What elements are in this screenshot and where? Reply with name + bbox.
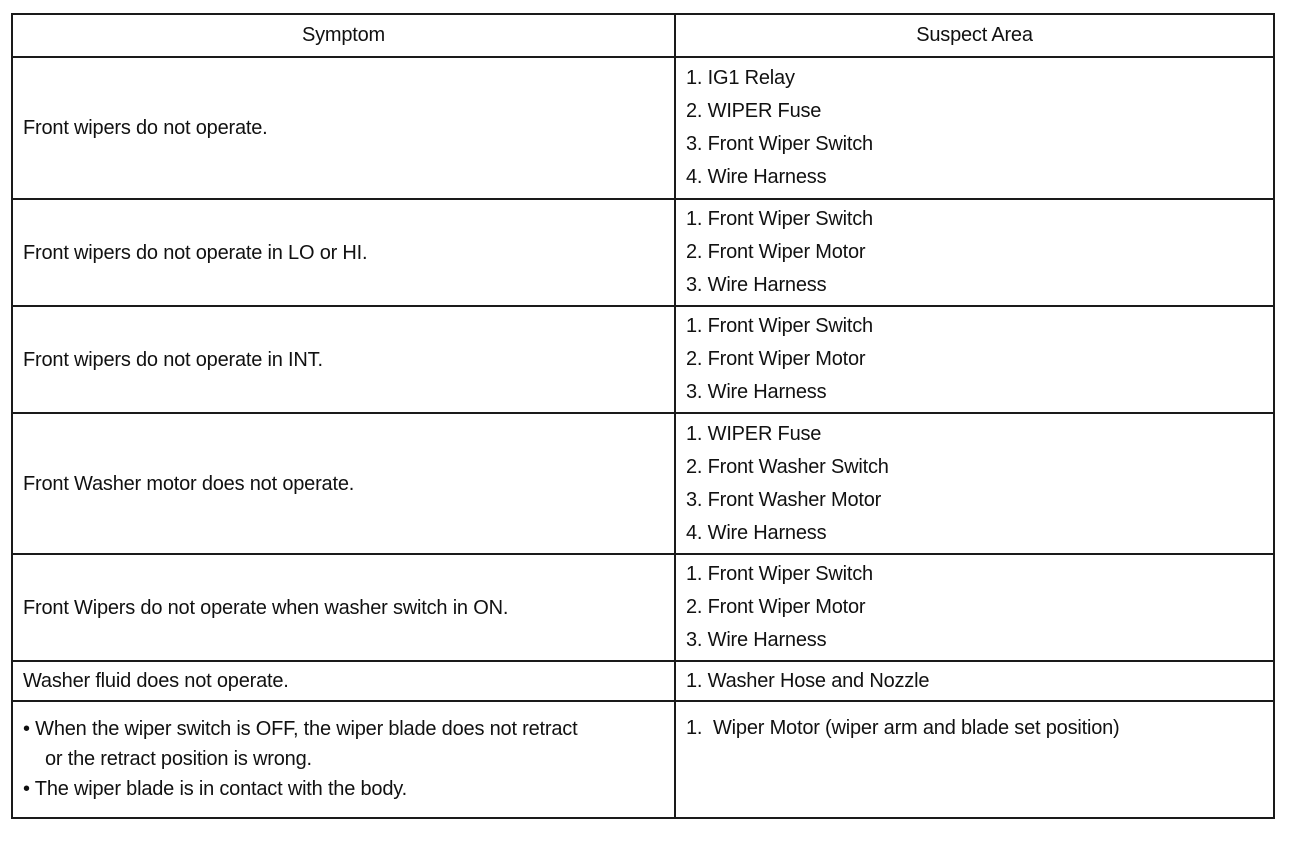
table-row	[12, 413, 1274, 554]
suspect-area-item: 4. Wire Harness	[686, 166, 827, 188]
suspect-area-cell	[675, 701, 1274, 818]
suspect-area-list	[686, 558, 1263, 657]
suspect-area-column-header: Suspect Area	[675, 14, 1274, 57]
suspect-area-list	[686, 665, 1263, 698]
symptom-cell: Front wipers do not operate.	[12, 57, 675, 199]
table-row	[12, 199, 1274, 306]
suspect-area-item: 1. Wiper Motor (wiper arm and blade set position)	[686, 717, 1120, 739]
symptom-cell: Front wipers do not operate in LO or HI.	[12, 199, 675, 306]
suspect-area-item: 3. Front Wiper Switch	[686, 133, 873, 155]
suspect-area-item: 1. IG1 Relay	[686, 67, 795, 89]
suspect-area-item: 2. WIPER Fuse	[686, 100, 822, 122]
suspect-area-list	[686, 712, 1263, 745]
suspect-area-item: 3. Wire Harness	[686, 629, 827, 651]
table-row	[12, 57, 1274, 199]
symptom-column-header: Symptom	[12, 14, 675, 57]
suspect-area-cell	[675, 661, 1274, 701]
suspect-area-item: 4. Wire Harness	[686, 521, 827, 544]
suspect-area-item: 3. Wire Harness	[686, 381, 827, 403]
table-row	[12, 554, 1274, 661]
suspect-area-item: 1. Front Wiper Switch	[686, 208, 873, 230]
suspect-area-item: 2. Front Washer Switch	[686, 455, 889, 478]
suspect-area-item: 1. Front Wiper Switch	[686, 315, 873, 337]
suspect-area-cell	[675, 57, 1274, 199]
suspect-area-cell	[675, 554, 1274, 661]
symptom-bullet-continuation: or the retract position is wrong.	[45, 748, 312, 770]
table-row	[12, 661, 1274, 701]
symptom-bullet-line: • The wiper blade is in contact with the body.	[23, 778, 407, 800]
suspect-area-list	[686, 62, 1263, 194]
troubleshooting-table	[11, 13, 1275, 819]
symptom-bullet-line: • When the wiper switch is OFF, the wiper blade does not retract	[23, 718, 578, 740]
suspect-area-list	[686, 418, 1263, 550]
suspect-area-cell	[675, 413, 1274, 554]
troubleshooting-sheet	[11, 13, 1273, 819]
symptom-cell: Washer fluid does not operate.	[12, 661, 675, 701]
suspect-area-item: 3. Front Washer Motor	[686, 488, 882, 511]
suspect-area-item: 2. Front Wiper Motor	[686, 348, 866, 370]
table-row	[12, 306, 1274, 413]
suspect-area-item: 2. Front Wiper Motor	[686, 596, 866, 618]
table-row	[12, 701, 1274, 818]
suspect-area-item: 3. Wire Harness	[686, 274, 827, 296]
suspect-area-list	[686, 203, 1263, 302]
suspect-area-item: 2. Front Wiper Motor	[686, 241, 866, 263]
suspect-area-item: 1. Washer Hose and Nozzle	[686, 669, 930, 692]
suspect-area-cell	[675, 199, 1274, 306]
symptom-cell: Front Washer motor does not operate.	[12, 413, 675, 554]
suspect-area-item: 1. WIPER Fuse	[686, 422, 822, 445]
table-header-row	[12, 14, 1274, 57]
symptom-cell	[12, 701, 675, 818]
symptom-cell: Front wipers do not operate in INT.	[12, 306, 675, 413]
suspect-area-cell	[675, 306, 1274, 413]
symptom-cell: Front Wipers do not operate when washer switch in ON.	[12, 554, 675, 661]
suspect-area-list	[686, 310, 1263, 409]
suspect-area-item: 1. Front Wiper Switch	[686, 563, 873, 585]
